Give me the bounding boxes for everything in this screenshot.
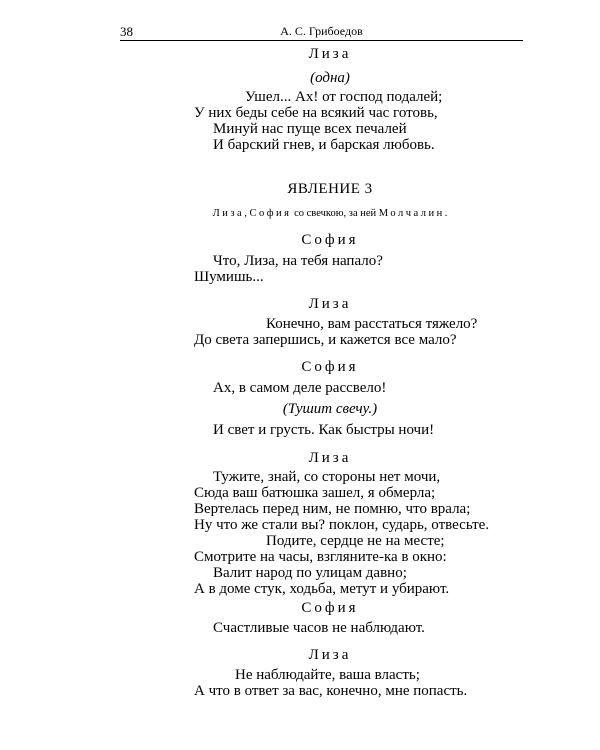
cast-text: , bbox=[244, 208, 250, 219]
verse-line: Конечно, вам расстаться тяжело? bbox=[266, 316, 478, 332]
verse-line: Счастливые часов не наблюдают. bbox=[213, 620, 425, 636]
cast-name: София bbox=[249, 208, 292, 219]
verse-line: Что, Лиза, на тебя напало? bbox=[213, 253, 383, 269]
verse-line: А в доме стук, ходьба, метут и убирают. bbox=[194, 581, 450, 597]
scene-heading: ЯВЛЕНИЕ 3 bbox=[287, 181, 373, 197]
cast-text: . bbox=[444, 208, 448, 219]
speaker-name: София bbox=[301, 600, 359, 616]
verse-line: У них беды себе на всякий час готовь, bbox=[194, 105, 438, 121]
page-number: 38 bbox=[120, 24, 133, 39]
verse-line: Ах, в самом деле рассвело! bbox=[213, 380, 387, 396]
speaker-name: Лиза bbox=[308, 450, 352, 466]
speaker-name: Лиза bbox=[308, 647, 352, 663]
cast-name: Лиза bbox=[212, 208, 245, 219]
running-title: А. С. Грибоедов bbox=[280, 24, 363, 38]
cast-name: Молчалин bbox=[378, 208, 445, 219]
verse-line: Тужите, знай, со стороны нет мочи, bbox=[213, 469, 441, 485]
speaker-name: София bbox=[301, 232, 359, 248]
stage-direction: (одна) bbox=[310, 70, 350, 86]
speaker-name: Лиза bbox=[308, 296, 352, 312]
verse-line: Подите, сердце не на месте; bbox=[266, 533, 445, 549]
verse-line: Шумишь... bbox=[194, 269, 264, 285]
verse-line: И свет и грусть. Как быстры ночи! bbox=[213, 422, 435, 438]
verse-line: Сюда ваш батюшка зашел, я обмерла; bbox=[194, 485, 436, 501]
speaker-name: Лиза bbox=[308, 46, 352, 62]
verse-line: И барский гнев, и барская любовь. bbox=[213, 137, 435, 153]
verse-line: Вертелась перед ним, не помню, что врала; bbox=[194, 501, 471, 517]
page-header bbox=[120, 24, 523, 41]
speaker-name: София bbox=[301, 359, 359, 375]
verse-line: До света запершись, и кажется все мало? bbox=[194, 332, 457, 348]
verse-line: Валит народ по улицам давно; bbox=[213, 565, 407, 581]
stage-direction: (Тушит свечу.) bbox=[282, 401, 378, 417]
verse-line: А что в ответ за вас, конечно, мне попасть. bbox=[194, 683, 468, 699]
cast-text: со свечкою, за ней bbox=[291, 208, 379, 219]
verse-line: Ушел... Ах! от господ подалей; bbox=[245, 89, 443, 105]
verse-line: Не наблюдайте, ваша власть; bbox=[235, 667, 420, 683]
scene-cast-list bbox=[0, 208, 600, 219]
verse-line: Ну что же стали вы? поклон, сударь, отвесьте. bbox=[194, 517, 490, 533]
verse-line: Смотрите на часы, взгляните-ка в окно: bbox=[194, 549, 447, 565]
verse-line: Минуй нас пуще всех печалей bbox=[213, 121, 407, 137]
